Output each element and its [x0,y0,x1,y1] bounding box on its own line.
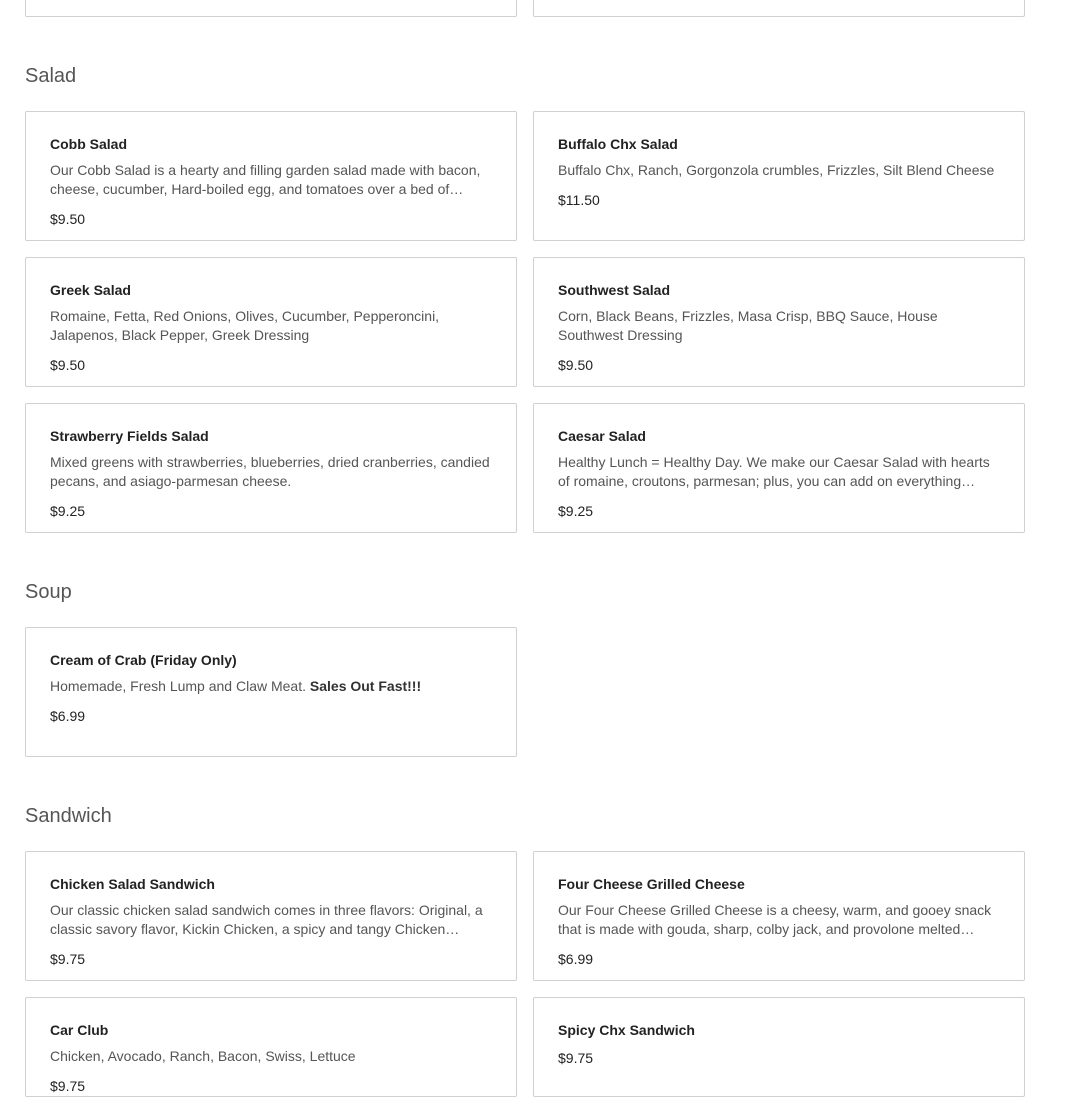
menu-item-cream-of-crab[interactable] [25,627,517,757]
section-title-sandwich: Sandwich [25,805,112,827]
item-description [50,677,492,696]
menu-item-buffalo-chx-salad[interactable] [533,111,1025,241]
item-name: Strawberry Fields Salad [50,428,209,444]
item-price: $9.75 [558,1050,594,1066]
item-description: Corn, Black Beans, Frizzles, Masa Crisp, BBQ Sauce, House Southwest Dressing [558,308,938,343]
menu-item-caesar-salad[interactable] [533,403,1025,533]
item-name: Southwest Salad [558,282,671,298]
menu-item-greek-salad[interactable] [25,257,517,387]
menu-item-card-partial[interactable] [25,0,517,17]
item-price: $6.99 [558,951,594,967]
item-price: $9.50 [558,357,594,373]
item-price: $6.99 [50,708,86,724]
item-description-highlight: Sales Out Fast!!! [309,678,422,694]
section-title-salad: Salad [25,65,77,87]
item-price: $11.50 [558,192,600,208]
item-name: Cream of Crab (Friday Only) [50,652,237,668]
item-description: Romaine, Fetta, Red Onions, Olives, Cucumber, Pepperoncini, Jalapenos, Black Pepper, Greek Dressing [50,308,440,343]
menu-item-cobb-salad[interactable] [25,111,517,241]
item-description: Healthy Lunch = Healthy Day. We make our Caesar Salad with hearts of romaine, croutons, parmesan; plus, you can add on everything… [558,454,990,489]
menu-item-car-club[interactable] [25,997,517,1097]
item-description: Our classic chicken salad sandwich comes in three flavors: Original, a classic savory flavor, Kickin Chicken, a spicy and tangy Chicken… [50,902,483,937]
item-name: Caesar Salad [558,428,646,444]
item-description: Buffalo Chx, Ranch, Gorgonzola crumbles, Frizzles, Silt Blend Cheese [558,162,995,178]
item-price: $9.50 [50,357,86,373]
item-description: Chicken, Avocado, Ranch, Bacon, Swiss, Lettuce [50,1048,356,1064]
item-description: Mixed greens with strawberries, blueberries, dried cranberries, candied pecans, and asiago-parmesan cheese. [50,454,490,489]
item-price: $9.50 [50,211,86,227]
item-name: Greek Salad [50,282,131,298]
menu-item-spicy-chx-sandwich[interactable] [533,997,1025,1097]
item-description: Our Cobb Salad is a hearty and filling garden salad made with bacon, cheese, cucumber, Hard-boiled egg, and tomatoes over a bed of… [50,162,481,197]
item-name: Chicken Salad Sandwich [50,876,215,892]
section-title-soup: Soup [25,581,72,603]
menu-item-southwest-salad[interactable] [533,257,1025,387]
menu-item-card-partial[interactable] [533,0,1025,17]
menu-item-four-cheese-grilled-cheese[interactable] [533,851,1025,981]
item-name: Four Cheese Grilled Cheese [558,876,745,892]
menu-item-strawberry-fields-salad[interactable] [25,403,517,533]
item-description-text: Homemade, Fresh Lump and Claw Meat. [50,678,306,694]
item-price: $9.75 [50,951,86,967]
item-name: Spicy Chx Sandwich [558,1022,695,1038]
item-price: $9.75 [50,1078,86,1094]
item-price: $9.25 [50,503,86,519]
item-name: Cobb Salad [50,136,128,152]
menu-item-chicken-salad-sandwich[interactable] [25,851,517,981]
item-name: Car Club [50,1022,109,1038]
item-description: Our Four Cheese Grilled Cheese is a cheesy, warm, and gooey snack that is made with gouda, sharp, colby jack, and provolone melted… [558,902,992,937]
item-name: Buffalo Chx Salad [558,136,678,152]
item-price: $9.25 [558,503,594,519]
